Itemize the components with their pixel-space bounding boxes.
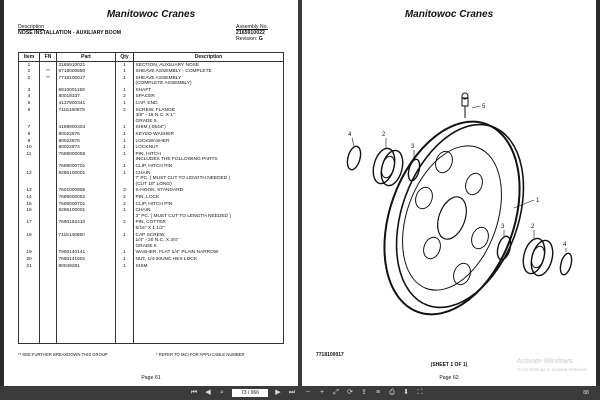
item-cell: 2 [27, 69, 31, 75]
table-row [19, 201, 284, 208]
table-row [19, 145, 284, 152]
revision-value: G [258, 36, 263, 42]
assembly-label: Assembly No. [236, 24, 268, 30]
callout-label: 1 [536, 198, 540, 204]
qty-cell: 2 [123, 194, 126, 200]
print-icon[interactable]: ⎙ [389, 389, 395, 396]
part-number-cell: 7115160678 [58, 107, 85, 113]
description-line: 3" PC. ( MUST CUT TO LENGTH NEEDED ) [135, 213, 231, 219]
fn-cell: ** [46, 75, 50, 81]
description-cell [134, 194, 284, 201]
page-number: Page 61 [141, 375, 161, 381]
qty-cell: 2 [123, 107, 126, 113]
description-label: Description [18, 24, 44, 30]
zoom-out-icon[interactable]: − [305, 389, 311, 396]
fn-cell [40, 101, 57, 108]
fullscreen-icon[interactable]: ⛶ [417, 389, 423, 396]
description-line: NUT, 1/4-20UNC HEX LOCK [135, 256, 198, 262]
fn-cell [40, 256, 57, 263]
item-cell: 1 [27, 62, 31, 68]
description-cell [134, 250, 284, 257]
part-number-cell: 80049281 [58, 263, 80, 269]
part-number-cell: 7689000701 [58, 201, 86, 207]
qty-cell: 2 [123, 94, 126, 100]
qty-cell: 1 [123, 263, 126, 269]
revision-row [236, 36, 284, 42]
part-number-cell: 7718100017 [58, 75, 86, 81]
watermark-subtitle: Go to Settings to activate Windows. [516, 367, 588, 372]
fn-cell [40, 107, 57, 125]
table-row [19, 263, 284, 270]
watermark-title: Activate Windows [516, 358, 573, 365]
assembly-value: 2165910022 [236, 30, 265, 36]
item-cell: 12 [26, 170, 32, 176]
description-cell [134, 201, 284, 208]
part-number-cell: 80022876 [58, 132, 80, 138]
description-cell [134, 87, 284, 94]
table-row [19, 94, 284, 101]
description-line: SCREW, FLANGE [135, 107, 175, 113]
item-cell: 21 [26, 263, 32, 269]
item-cell: 7 [27, 125, 31, 131]
fit-page-icon[interactable]: ⤢ [333, 389, 339, 396]
next-page-icon[interactable]: ▶ [275, 389, 281, 396]
description-cell [134, 220, 284, 232]
fn-cell [40, 87, 57, 94]
description-line: SHIM (.0544") [135, 125, 166, 131]
item-cell: 14 [26, 194, 32, 200]
table-row [19, 170, 284, 188]
fn-cell [40, 263, 57, 270]
description-cell [134, 188, 284, 195]
qty-cell: 1 [123, 208, 126, 214]
table-header-row [19, 53, 284, 62]
part-number-cell: 9286100001 [58, 208, 86, 214]
table-row [19, 132, 284, 139]
fn-cell [40, 132, 57, 139]
item-cell: 19 [26, 250, 32, 256]
qty-cell: 2 [123, 220, 126, 226]
callout-label: 3 [411, 144, 415, 150]
sheave-drawing [360, 103, 547, 328]
brand-title: Manitowoc Cranes [404, 9, 494, 20]
page-number: Page 62 [439, 375, 459, 381]
table-row [19, 107, 284, 125]
page-number-input[interactable] [232, 389, 268, 397]
part-number-cell: 6810001159 [58, 87, 85, 93]
qty-cell: 3 [123, 188, 126, 194]
description-cell [134, 107, 284, 125]
description-line: CLIP, HITCH PIN [135, 201, 173, 207]
description-line: 7' PC. ( MUST CUT TO LENGTH NEEDED ) [135, 176, 231, 182]
zoom-in-icon[interactable]: + [319, 389, 325, 396]
description-line: INCLUDES THE FOLLOWING PARTS [135, 157, 218, 163]
item-cell: 20 [26, 256, 32, 262]
table-row [19, 250, 284, 257]
column-header-qty: Qty [116, 53, 134, 62]
fn-cell [40, 232, 57, 250]
qty-cell: 1 [123, 87, 126, 93]
table-row [19, 208, 284, 220]
callout-label: 2 [382, 132, 386, 138]
qty-cell: 1 [123, 132, 126, 138]
description-line: WASHER, FLAT 1/4" PLAIN NARROW [135, 250, 219, 256]
description-line: KEYED WASHER [135, 132, 174, 138]
table-row [19, 62, 284, 69]
description-line: PIN, HITCH [135, 151, 161, 157]
fn-cell [40, 220, 57, 232]
item-cell: 3 [27, 87, 31, 93]
table-row [19, 101, 284, 108]
description-cell [134, 101, 284, 108]
part-number-cell: 7689000052 [58, 194, 86, 200]
description-cell [134, 232, 284, 250]
description-cell [134, 256, 284, 263]
table-row [19, 151, 284, 163]
description-cell [134, 208, 284, 220]
description-cell [134, 151, 284, 163]
part-number-cell: 2165910021 [58, 62, 86, 68]
description-line: SECTION, AUXILIARY NOSE [135, 62, 200, 68]
description-line: CLIP, HITCH PIN [135, 164, 173, 169]
callout-label: 4 [563, 242, 567, 248]
description-cell [134, 94, 284, 101]
search-icon[interactable]: ⌕ [220, 389, 224, 396]
description-cell [134, 145, 284, 152]
qty-cell: 1 [123, 145, 126, 151]
description-line: LOCKNUT [135, 145, 159, 151]
fn-cell [40, 138, 57, 145]
fn-cell [40, 194, 57, 201]
description-line: CAP SCREW, [135, 232, 166, 238]
item-cell: 16 [26, 208, 32, 214]
column-header-fn: FN [40, 53, 57, 62]
description-cell [134, 263, 284, 270]
qty-cell: 1 [123, 170, 126, 176]
part-number-cell: 4137900341 [58, 101, 86, 107]
qty-cell: 1 [123, 125, 126, 131]
table-row [19, 164, 284, 171]
exploded-view-drawing [322, 88, 582, 328]
part-number-cell: 7115140650 [58, 232, 85, 238]
description-cell [134, 125, 284, 132]
item-cell: 11 [26, 151, 32, 157]
description-line: (COMPLETE ASSEMBLY) [135, 81, 192, 87]
description-line: 3/8" - 16 N.C. X 1" [135, 113, 175, 119]
column-header-part: Part [57, 53, 116, 62]
table-row [19, 69, 284, 76]
description-cell [134, 164, 284, 171]
table-row [19, 138, 284, 145]
footnote-refer: * REFER TO MCI FOR APPLICABLE NUMBER [156, 352, 245, 357]
qty-cell: 1 [123, 75, 126, 81]
item-cell: 17 [26, 220, 32, 226]
description-line: CHAIN [135, 170, 151, 176]
viewer-toolbar [0, 386, 600, 400]
sheet-label: (SHEET 1 OF 1) [430, 362, 468, 368]
callout-label: 4 [348, 132, 352, 138]
table-row [19, 125, 284, 132]
drawing-page [302, 0, 596, 386]
item-cell [19, 164, 40, 171]
description-cell [134, 138, 284, 145]
column-header-item: Item [19, 53, 40, 62]
item-cell: 10 [26, 145, 32, 151]
description-line: (CUT 10" LONG) [135, 181, 172, 187]
qty-cell: 1 [123, 232, 126, 238]
item-cell: 13 [26, 188, 32, 194]
table-row [19, 188, 284, 195]
fn-cell [40, 94, 57, 101]
activation-watermark [517, 358, 588, 374]
item-cell: 15 [26, 201, 32, 207]
description-line: PIN, LOCK [135, 194, 160, 200]
part-number-cell: 7660141601 [58, 256, 86, 262]
description-cell [134, 132, 284, 139]
description-value: NOSE INSTALLATION - AUXILIARY BOOM [18, 30, 122, 36]
item-cell: 4 [27, 94, 31, 100]
description-line: CHAIN [135, 208, 151, 214]
brand-title: Manitowoc Cranes [106, 9, 196, 20]
qty-cell: 2 [123, 201, 126, 207]
fn-cell [40, 145, 57, 152]
fn-cell [40, 188, 57, 195]
parts-list-page [4, 0, 298, 386]
description-line: SHEAVE ASSEMBLY [135, 75, 182, 81]
column-header-description: Description [134, 53, 284, 62]
zoom-level: 88 [583, 390, 589, 396]
item-cell: 9 [27, 138, 31, 144]
table-row [19, 220, 284, 232]
fn-cell [40, 250, 57, 257]
parts-table [18, 52, 284, 270]
item-cell: 6 [27, 107, 31, 113]
part-number-cell: 9286100001 [58, 170, 86, 176]
part-number-cell: 80022875 [58, 138, 80, 144]
revision-label: Revision: [236, 36, 258, 42]
footnote-breakdown: ** SEE FURTHER BREAKDOWN THIS GROUP [18, 352, 108, 357]
description-line: S-HOOK, STANDARD [135, 188, 184, 194]
prev-page-icon[interactable]: ◀ [205, 389, 211, 396]
table-row [19, 87, 284, 94]
fn-cell [40, 151, 57, 163]
part-number-cell: 7689000059 [58, 151, 86, 157]
description-line: SHIM [135, 263, 148, 269]
description-cell [134, 69, 284, 76]
fn-cell [40, 125, 57, 132]
description-line: LOCKWASHER [135, 138, 170, 144]
qty-cell: 1 [123, 250, 126, 256]
table-row [19, 194, 284, 201]
share-icon[interactable]: ⇪ [361, 389, 367, 396]
qty-cell: 1 [123, 62, 126, 68]
item-cell: 5 [27, 101, 31, 107]
part-number-cell: 4159900304 [58, 125, 86, 131]
table-row [19, 75, 284, 87]
qty-cell: 1 [123, 151, 126, 157]
part-number-cell: 80018337 [58, 94, 80, 100]
qty-cell: 1 [123, 256, 126, 262]
fn-cell: ** [46, 69, 50, 75]
first-page-icon[interactable]: ⏮ [190, 389, 198, 396]
qty-cell: 1 [123, 138, 126, 144]
description-cell [134, 170, 284, 188]
item-cell: 8 [27, 132, 31, 138]
part-number-cell: 7601000955 [58, 188, 86, 194]
description-cell [134, 75, 284, 87]
download-icon[interactable]: ⬇ [403, 389, 409, 396]
grease-fitting-drawing [462, 93, 468, 118]
callout-label: 5 [482, 104, 486, 110]
left-bearing-drawing [345, 145, 422, 188]
description-line: GRADE 5 [135, 118, 157, 124]
fn-cell [40, 62, 57, 69]
part-number-cell: 6718000580 [58, 69, 86, 75]
part-number-cell: 7689000701 [58, 164, 86, 169]
description-line: 1/4" - 20 N.C. X 3/4" [135, 238, 179, 244]
callout-label: 2 [531, 224, 535, 230]
description-line: SPACER [135, 94, 155, 100]
fn-cell [40, 164, 57, 171]
description-line: 5/16" X 1 1/2" [135, 225, 165, 231]
table-row [19, 256, 284, 263]
right-bearing-drawing [495, 235, 574, 278]
list-icon[interactable]: ≡ [375, 389, 381, 396]
description-line: GRADE 5 [135, 243, 157, 249]
qty-cell: 1 [123, 164, 126, 169]
description-line: SHAFT [135, 87, 152, 93]
qty-cell: 1 [123, 101, 126, 107]
item-cell: 18 [26, 232, 32, 238]
drawing-assembly-code: 7718100017 [316, 352, 344, 358]
fn-cell [40, 208, 57, 220]
last-page-icon[interactable]: ⏭ [288, 389, 296, 396]
leader-lines [352, 106, 566, 252]
page-header [18, 24, 284, 48]
part-number-cell: 7690152410 [58, 220, 86, 226]
description-cell [134, 62, 284, 69]
description-line: PIN, COTTER [135, 220, 166, 226]
qty-cell: 1 [123, 69, 126, 75]
description-line: CAP, END [135, 101, 158, 107]
part-number-cell: 7950140141 [58, 250, 86, 256]
description-line: SHEAVE ASSEMBLY - COMPLETE [135, 69, 212, 75]
fn-cell [40, 170, 57, 188]
rotate-icon[interactable]: ⟳ [347, 389, 353, 396]
callout-label: 3 [501, 224, 505, 230]
item-cell: 2 [27, 75, 31, 81]
part-number-cell: 80022874 [58, 145, 80, 151]
fn-cell [40, 201, 57, 208]
table-row [19, 232, 284, 250]
